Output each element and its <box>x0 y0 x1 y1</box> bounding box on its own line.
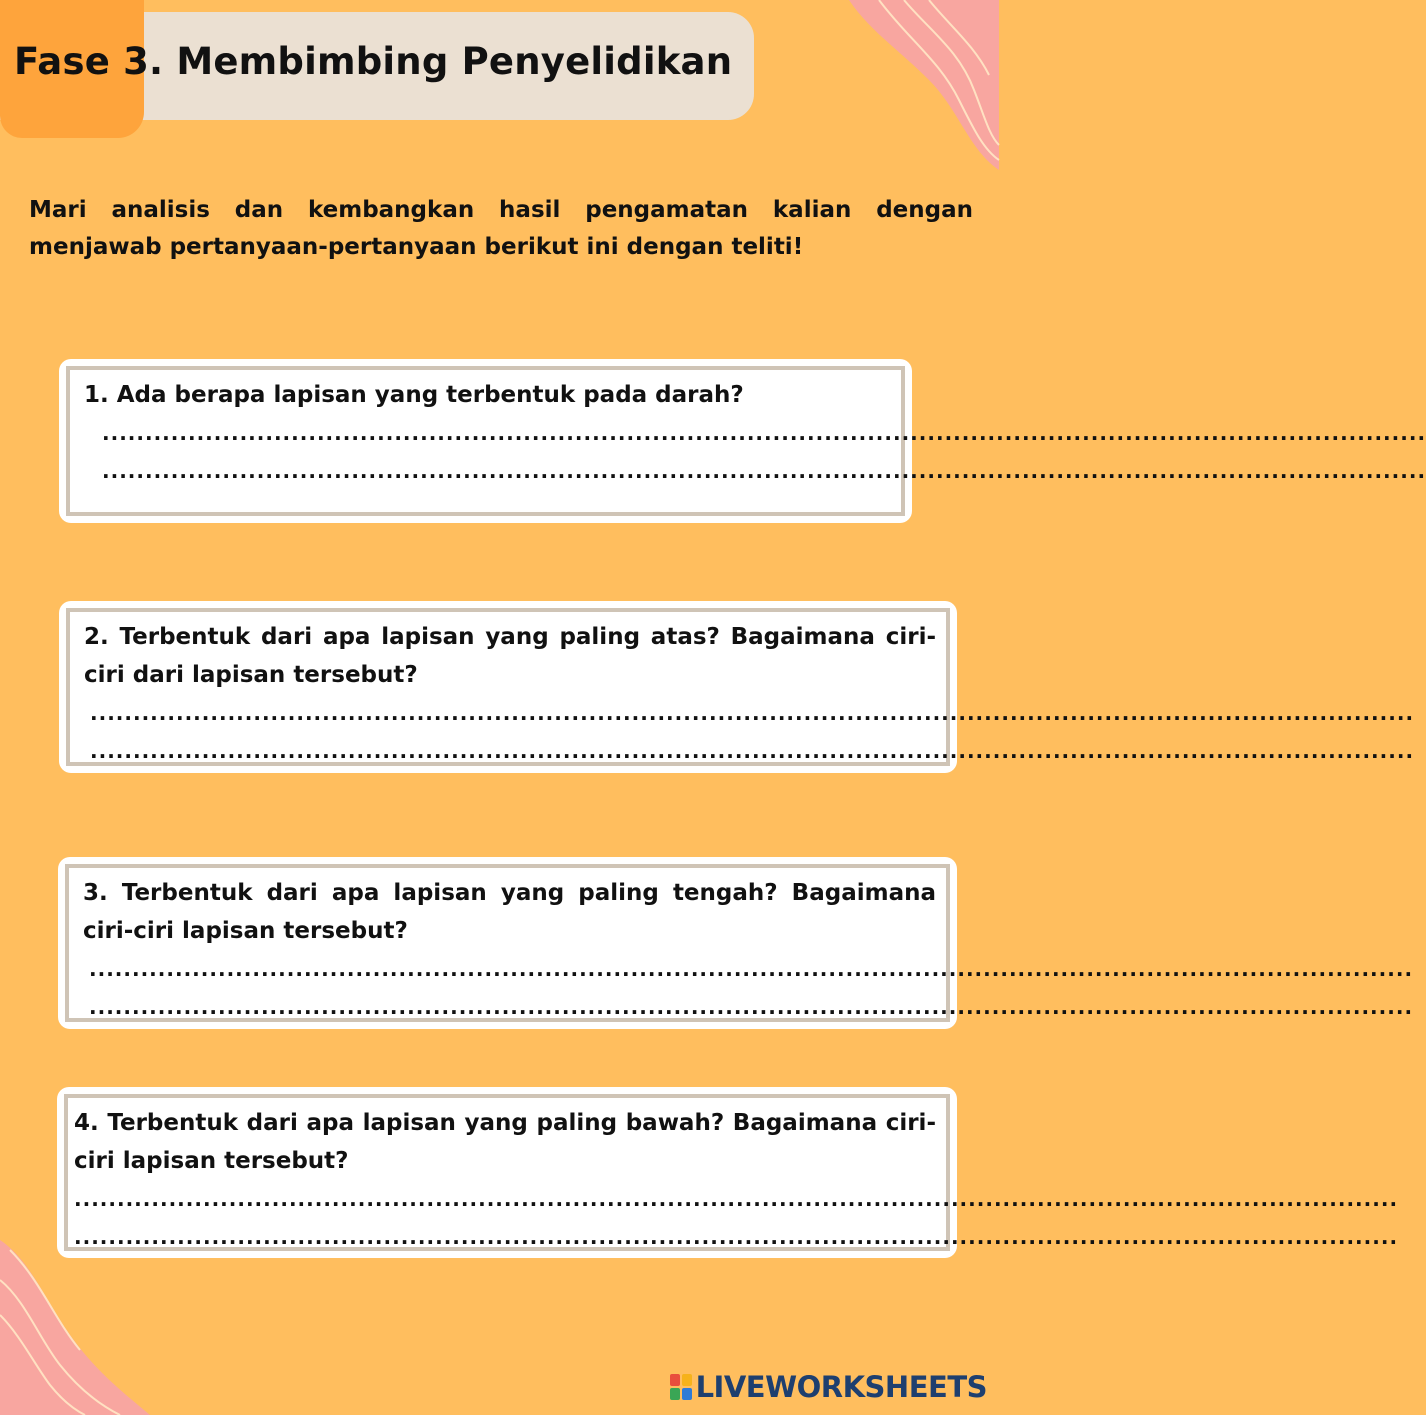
question-box-3 <box>58 857 1414 1029</box>
question-2-frame <box>66 608 1415 766</box>
liveworksheets-brand <box>670 1367 987 1407</box>
answer-line-2b[interactable]: .......................................................................................................................................................... <box>90 739 1415 763</box>
bottom-left-decoration <box>0 1240 150 1415</box>
question-1-frame <box>66 366 1426 516</box>
answer-line-4b[interactable]: .......................................................................................................................................................... <box>74 1225 1399 1249</box>
answer-line-4a[interactable]: .......................................................................................................................................................... <box>74 1187 1399 1211</box>
liveworksheets-logo-icon <box>670 1374 692 1400</box>
question-box-1 <box>59 359 1426 523</box>
page-title: Fase 3. Membimbing Penyelidikan <box>14 40 733 83</box>
answer-line-1b[interactable]: .......................................................................................................................................................... <box>102 459 1426 483</box>
question-3-frame <box>65 864 1414 1022</box>
answer-line-3b[interactable]: .......................................................................................................................................................... <box>89 995 1414 1019</box>
question-2-text: 2. Terbentuk dari apa lapisan yang paling atas? Bagaimana ciri-ciri dari lapisan tersebut? <box>84 624 936 688</box>
answer-line-1a[interactable]: .......................................................................................................................................................... <box>102 421 1426 445</box>
question-box-2 <box>59 601 1415 773</box>
question-box-4 <box>57 1087 1399 1258</box>
answer-line-2a[interactable]: .......................................................................................................................................................... <box>90 701 1415 725</box>
question-4-text: 4. Terbentuk dari apa lapisan yang paling bawah? Bagaimana ciri-ciri lapisan tersebut? <box>74 1110 936 1174</box>
top-right-decoration <box>849 0 999 170</box>
answer-line-3a[interactable]: .......................................................................................................................................................... <box>89 957 1414 981</box>
question-1-text: 1. Ada berapa lapisan yang terbentuk pada darah? <box>84 382 744 408</box>
question-3-text: 3. Terbentuk dari apa lapisan yang paling tengah? Bagaimana ciri-ciri lapisan tersebut? <box>83 880 936 944</box>
question-4-frame <box>64 1094 1399 1251</box>
instructions: Mari analisis dan kembangkan hasil pengamatan kalian dengan menjawab pertanyaan-pertanyaan berikut ini dengan teliti! <box>29 197 973 260</box>
brand-name: LIVEWORKSHEETS <box>695 1370 987 1404</box>
